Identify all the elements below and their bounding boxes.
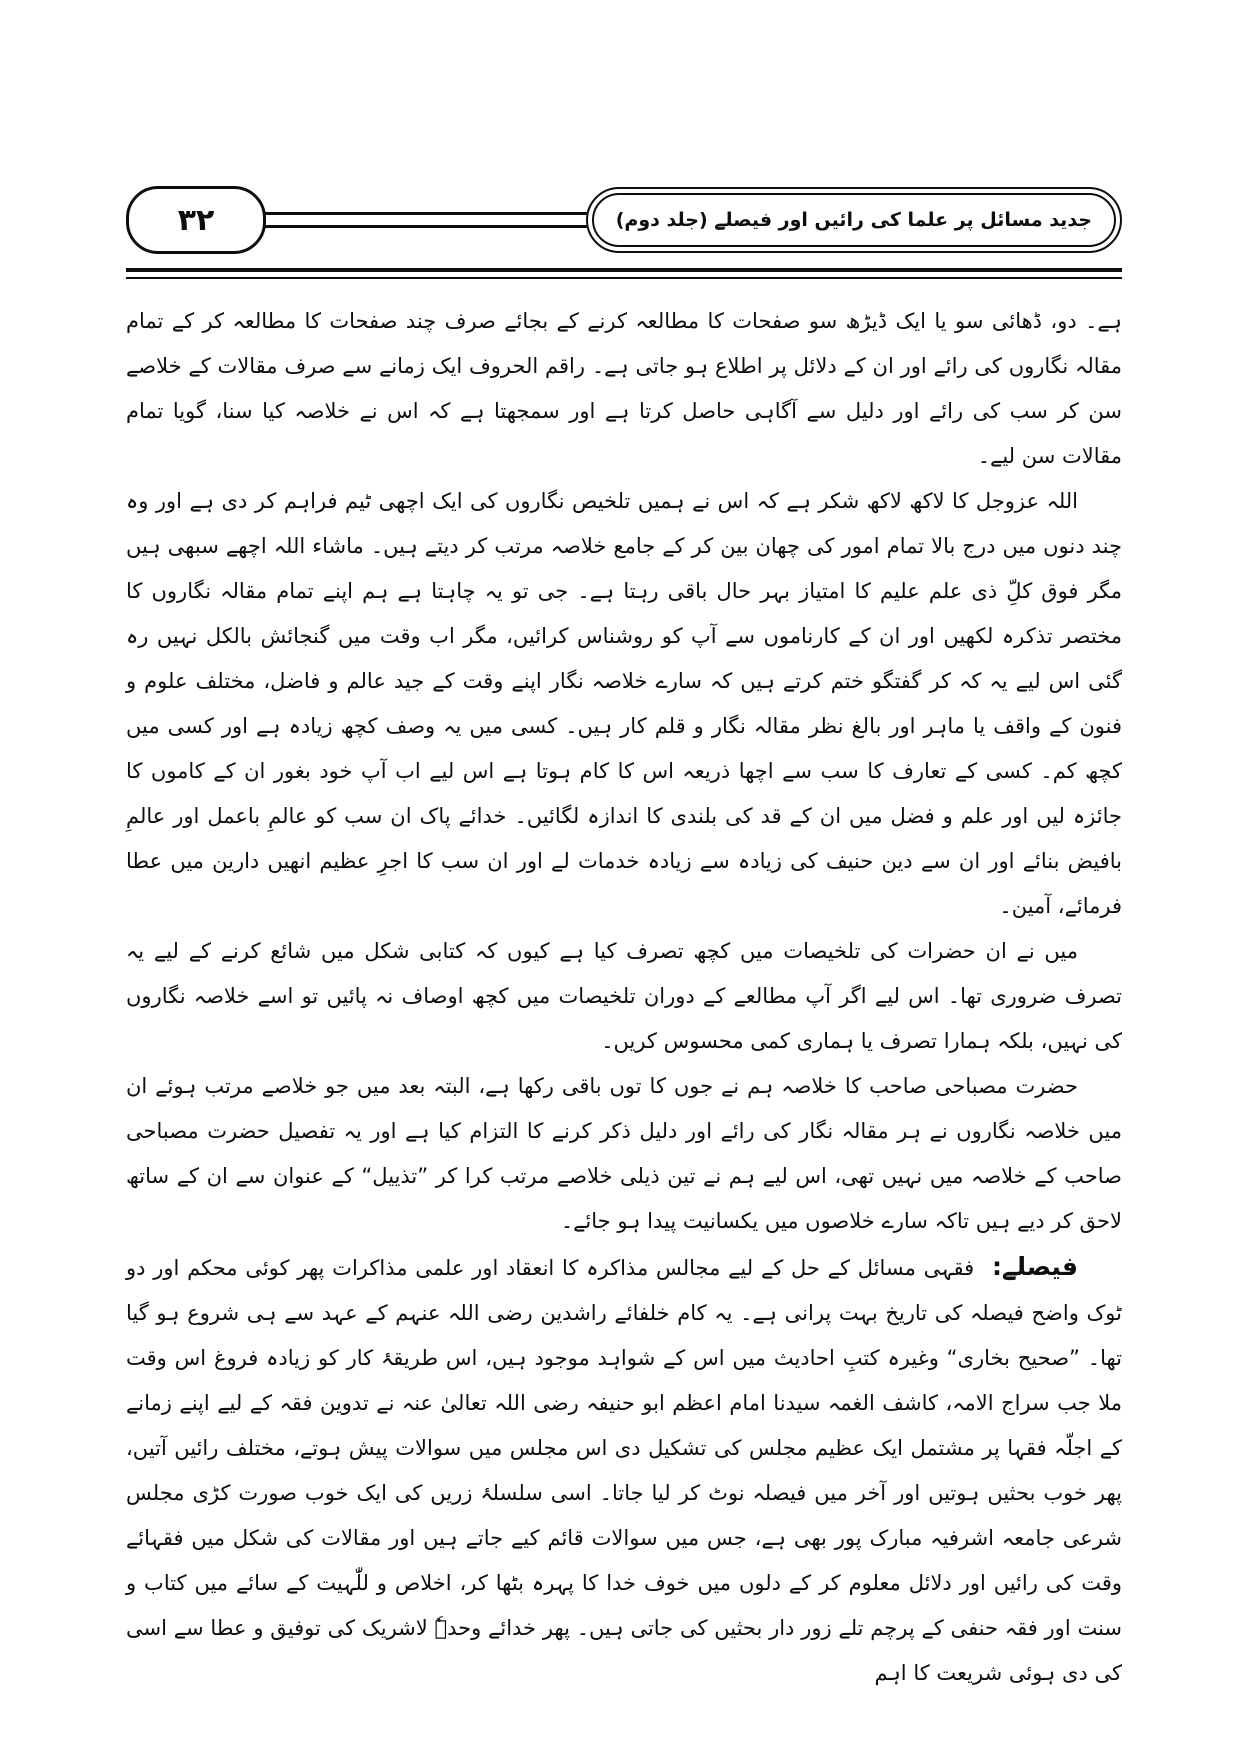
paragraph (126, 929, 1122, 1064)
paragraph (126, 479, 1122, 929)
paragraph-text: میں نے ان حضرات کی تلخیصات میں کچھ تصرف کیا ہے کیوں کہ کتابی شکل میں شائع کرنے کے لیے یہ تصرف ضروری تھا۔ اس لیے اگر آپ مطالعے کے دوران تلخیصات میں کچھ اوصاف نہ پائیں تو اسے خلاصہ نگاروں کی نہیں، بلکہ ہمارا تصرف یا ہماری کمی محسوس کریں۔ (126, 939, 1122, 1053)
title-cartouche (586, 187, 1122, 254)
header-connector-rule (263, 212, 589, 228)
header-divider-rule (126, 268, 1122, 279)
page-number: ۳۲ (177, 202, 215, 238)
paragraph-text: فقہی مسائل کے حل کے لیے مجالس مذاکرہ کا انعقاد اور علمی مذاکرات پھر کوئی محکم اور دو ٹوک واضح فیصلہ کی تاریخ بہت پرانی ہے۔ یہ کام خلفائے راشدین رضی اللہ عنہم کے عہد سے ہی شروع ہو گیا تھا۔ ”صحیح بخاری“ وغیرہ کتبِ احادیث میں اس کے شواہد موجود ہیں، اس طریقۂ کار کو زیادہ فروغ اس وقت ملا جب سراج الامہ، کاشف الغمہ سیدنا امام اعظم ابو حنیفہ رضی اللہ تعالیٰ عنہ نے تدوین فقہ کے لیے اپنے زمانے کے اجلّہ فقہا پر مشتمل ایک عظیم مجلس کی تشکیل دی اس مجلس میں سوالات پیش ہوتے، مختلف رائیں آتیں، پھر خوب بحثیں ہوتیں اور آخر میں فیصلہ نوٹ کر لیا جاتا۔ اسی سلسلۂ زریں کی ایک خوب صورت کڑی مجلس شرعی جامعہ اشرفیہ مبارک پور بھی ہے، جس میں سوالات قائم کیے جاتے ہیں اور مقالات کی شکل میں فقہائے وقت کی رائیں اور دلائل معلوم کر کے دلوں میں خوف خدا کا پہرہ بٹھا کر، اخلاص و للّٰہیت کے سائے میں کتاب و سنت اور فقہ حنفی کے پرچم تلے زور دار بحثیں کی جاتی ہیں۔ پھر خدائے وحدہٗ لاشریک کی توفیق و عطا سے اسی کی دی ہوئی شریعت کا اہم (126, 1256, 1122, 1685)
paragraph-text: اللہ عزوجل کا لاکھ لاکھ شکر ہے کہ اس نے ہمیں تلخیص نگاروں کی ایک اچھی ٹیم فراہم کر دی ہے اور وہ چند دنوں میں درج بالا تمام امور کی چھان بین کر کے جامع خلاصہ مرتب کر دیتے ہیں۔ ماشاء اللہ اچھے سبھی ہیں مگر فوق کلِّ ذی علم علیم کا امتیاز بہر حال باقی رہتا ہے۔ جی تو یہ چاہتا ہے ہم اپنے تمام مقالہ نگاروں کا مختصر تذکرہ لکھیں اور ان کے کارناموں سے آپ کو روشناس کرائیں، مگر اب وقت میں گنجائش بالکل نہیں رہ گئی اس لیے یہ کہ کر گفتگو ختم کرتے ہیں کہ سارے خلاصہ نگار اپنے وقت کے جید عالم و فاضل، مختلف علوم و فنون کے واقف یا ماہر اور بالغ نظر مقالہ نگار و قلم کار ہیں۔ کسی میں یہ وصف کچھ زیادہ ہے اور کسی میں کچھ کم۔ کسی کے تعارف کا سب سے اچھا ذریعہ اس کا کام ہوتا ہے اس لیے اب آپ خود بغور ان کے کاموں کا جائزہ لیں اور علم و فضل میں ان کے قد کی بلندی کا اندازہ لگائیں۔ خدائے پاک ان سب کو عالمِ باعمل اور عالمِ بافیض بنائے اور ان سے دین حنیف کی زیادہ سے زیادہ خدمات لے اور ان سب کا اجرِ عظیم انھیں دارین میں عطا فرمائے، آمین۔ (126, 489, 1123, 918)
page-body (126, 299, 1122, 1696)
page-header (126, 186, 1122, 254)
paragraph-text: ہے۔ دو، ڈھائی سو یا ایک ڈیڑھ سو صفحات کا مطالعہ کرنے کے بجائے صرف چند صفحات کا مطالعہ کر کے تمام مقالہ نگاروں کی رائے اور ان کے دلائل پر اطلاع ہو جاتی ہے۔ راقم الحروف ایک زمانے سے صرف مقالات کے خلاصے سن کر سب کی رائے اور دلیل سے آگاہی حاصل کرتا ہے اور سمجھتا ہے کہ اس نے خلاصہ کیا سنا، گویا تمام مقالات سن لیے۔ (126, 309, 1122, 468)
page-number-pill (126, 186, 266, 254)
book-title: جدید مسائل پر علما کی رائیں اور فیصلے (جلد دوم) (615, 208, 1092, 231)
paragraph (126, 1064, 1122, 1244)
title-cartouche-inner (592, 193, 1116, 248)
paragraph-text: حضرت مصباحی صاحب کا خلاصہ ہم نے جوں کا توں باقی رکھا ہے، البتہ بعد میں جو خلاصے مرتب ہوئے ان میں خلاصہ نگاروں نے ہر مقالہ نگار کی رائے اور دلیل ذکر کرنے کا التزام کیا ہے اور یہ تفصیل حضرت مصباحی صاحب کے خلاصہ میں نہیں تھی، اس لیے ہم نے تین ذیلی خلاصے مرتب کرا کر ”تذییل“ کے عنوان سے ان کے ساتھ لاحق کر دیے ہیں تاکہ سارے خلاصوں میں یکسانیت پیدا ہو جائے۔ (126, 1074, 1122, 1233)
paragraph (126, 1244, 1122, 1696)
paragraph-lead: فیصلے: (991, 1252, 1078, 1281)
paragraph (126, 299, 1122, 479)
